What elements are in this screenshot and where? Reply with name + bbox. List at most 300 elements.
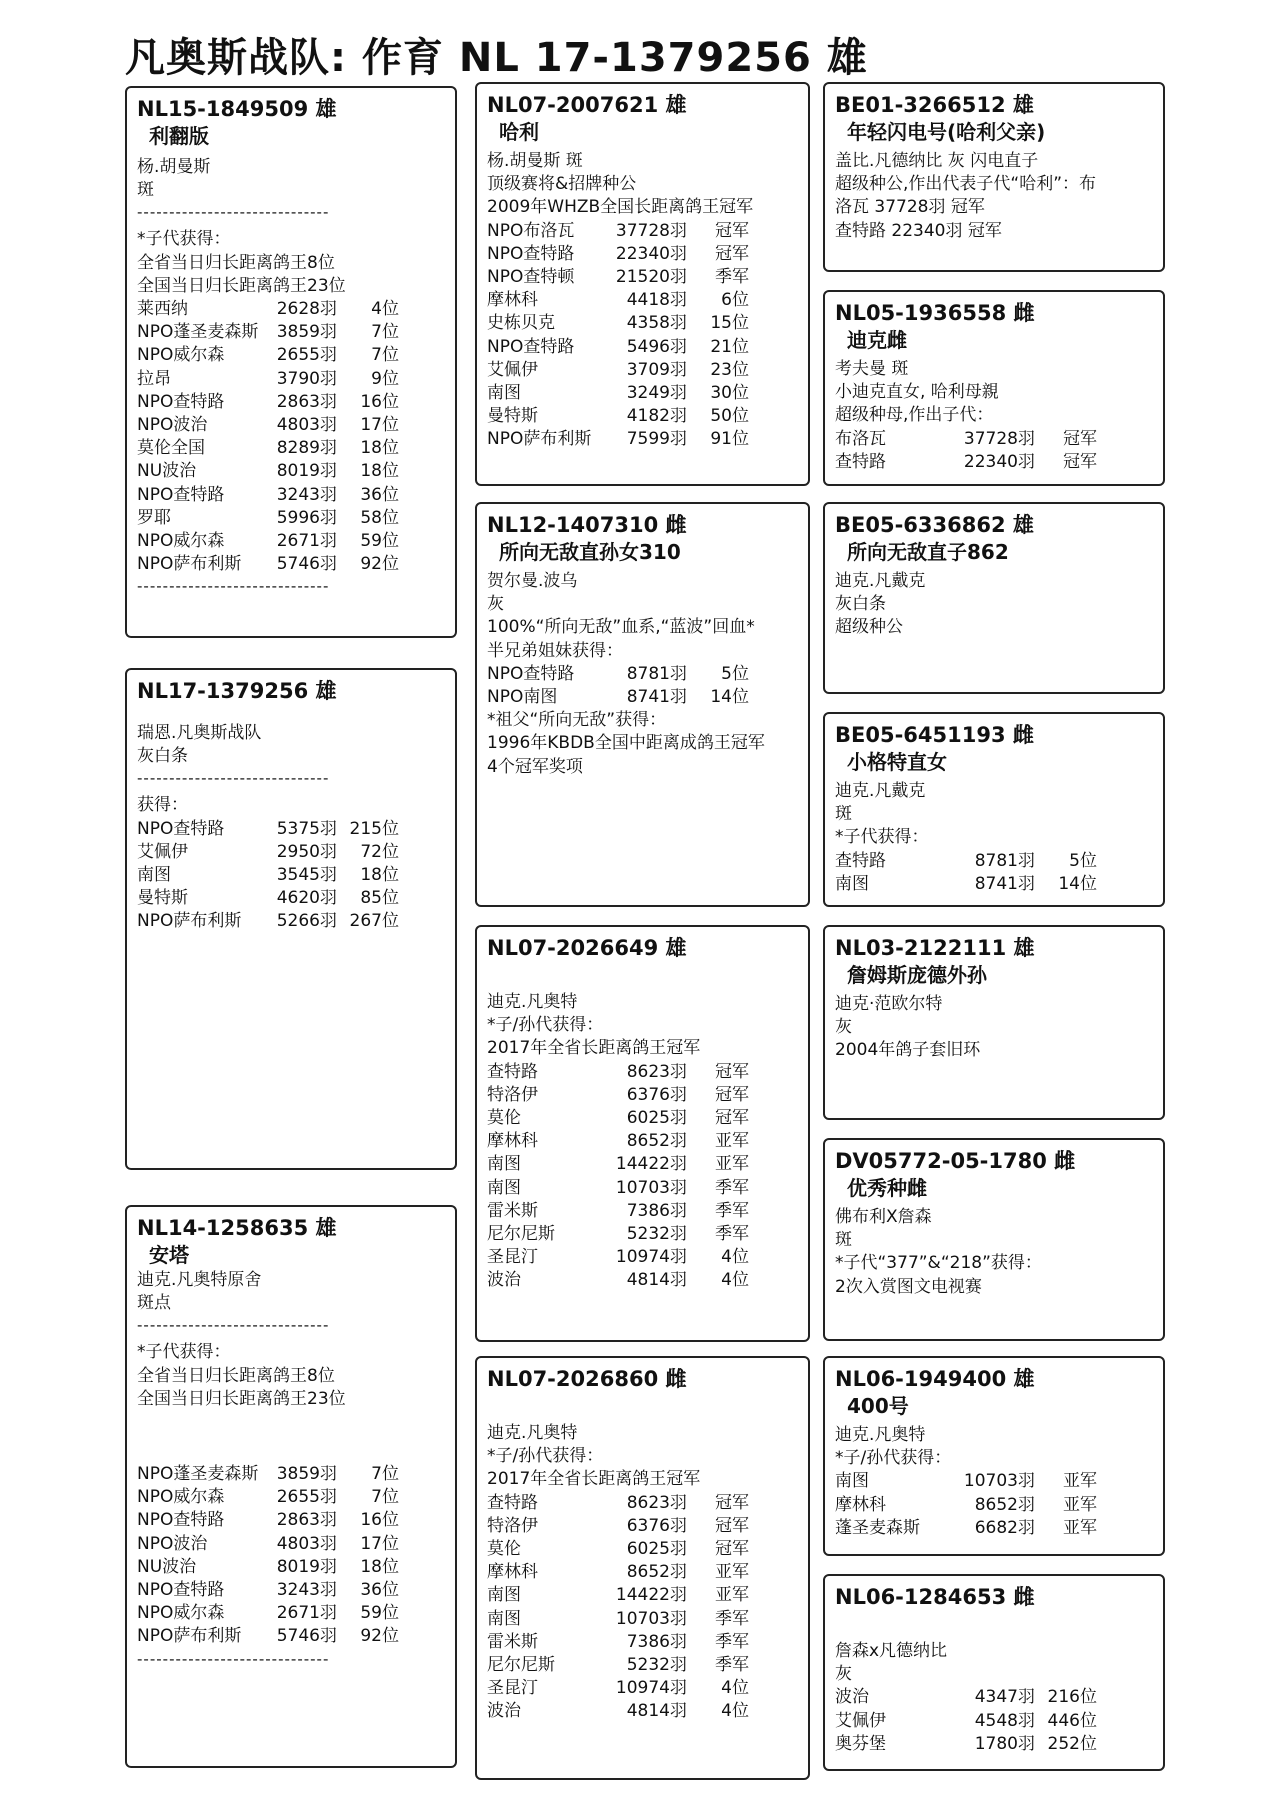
info-line: *子代获得： xyxy=(835,827,929,848)
placing: 亚军 xyxy=(1063,1517,1097,1538)
race-location: NPO南图 xyxy=(487,687,558,708)
note-line: *祖父“所向无敌”获得： xyxy=(487,710,667,731)
result-row xyxy=(487,1223,798,1246)
placing: 59位 xyxy=(360,531,399,552)
placing: 冠军 xyxy=(715,220,749,241)
placing: 16位 xyxy=(360,1510,399,1531)
race-location: 圣昆汀 xyxy=(487,1247,538,1268)
bird-count: 4814羽 xyxy=(626,1701,687,1722)
race-location: 艾佩伊 xyxy=(137,841,188,862)
result-row xyxy=(137,437,445,460)
race-location: 摩林科 xyxy=(487,290,538,311)
race-location: 布洛瓦 xyxy=(835,428,886,449)
info-line: 迪克.凡奥特 xyxy=(835,1425,926,1445)
placing: 14位 xyxy=(710,687,749,708)
result-row xyxy=(137,321,445,344)
ring-number: NL06-1284653 雌 xyxy=(835,1585,1035,1609)
race-location: NPO威尔森 xyxy=(137,1603,225,1624)
race-location: NPO查特路 xyxy=(137,818,225,839)
race-location: NPO威尔森 xyxy=(137,531,225,552)
bird-count: 4358羽 xyxy=(626,313,687,334)
bird-count: 5496羽 xyxy=(626,336,687,357)
bird-count: 14422羽 xyxy=(615,1585,687,1606)
info-line: 超级种公 xyxy=(835,617,903,638)
result-row xyxy=(487,359,798,382)
race-location: NPO蓬圣麦森斯 xyxy=(137,322,259,343)
result-row xyxy=(487,1130,798,1153)
bird-count: 6025羽 xyxy=(626,1539,687,1560)
bird-count: 6025羽 xyxy=(626,1108,687,1129)
info-line: 詹森x凡德纳比 xyxy=(835,1641,948,1661)
result-row xyxy=(835,451,1153,474)
race-location: NPO萨布利斯 xyxy=(487,429,592,450)
placing: 16位 xyxy=(360,391,399,412)
race-location: NPO查特路 xyxy=(137,1580,225,1601)
placing: 72位 xyxy=(360,841,399,862)
race-location: 查特路 xyxy=(835,451,886,472)
info-line: 灰 xyxy=(835,1664,852,1685)
race-location: 查特路 xyxy=(835,850,886,871)
result-row xyxy=(137,391,445,414)
bird-count: 2655羽 xyxy=(276,1487,337,1508)
result-row xyxy=(487,686,798,709)
info-line: 灰 xyxy=(487,594,504,615)
placing: 4位 xyxy=(371,299,399,320)
race-location: 南图 xyxy=(487,1585,521,1606)
race-location: NPO威尔森 xyxy=(137,1487,225,1508)
info-line: 2009年WHZB全国长距离鸽王冠军 xyxy=(487,197,754,218)
placing: 215位 xyxy=(349,818,399,839)
result-row xyxy=(487,1515,798,1538)
placing: 季军 xyxy=(715,1608,749,1629)
info-line: 瑞恩.凡奥斯战队 xyxy=(137,723,262,743)
bird-count: 8019羽 xyxy=(276,461,337,482)
bird-count: 8781羽 xyxy=(626,663,687,684)
ring-number: NL12-1407310 雌 xyxy=(487,513,687,537)
info-line: 斑点 xyxy=(137,1293,171,1314)
race-location: 曼特斯 xyxy=(487,406,538,427)
bird-count: 5746羽 xyxy=(276,554,337,575)
race-location: NPO波治 xyxy=(137,415,208,436)
result-row xyxy=(835,1470,1153,1493)
placing: 216位 xyxy=(1047,1687,1097,1708)
info-line: 杨.胡曼斯 斑 xyxy=(487,151,583,171)
placing: 冠军 xyxy=(715,1108,749,1129)
result-row xyxy=(487,1561,798,1584)
info-line: 斑 xyxy=(835,1230,852,1251)
result-row xyxy=(487,312,798,335)
bird-count: 2863羽 xyxy=(276,1510,337,1531)
placing: 7位 xyxy=(371,1487,399,1508)
result-row xyxy=(137,1509,445,1532)
race-location: 艾佩伊 xyxy=(835,1710,886,1731)
info-line: 2次入赏图文电视赛 xyxy=(835,1276,982,1297)
placing: 15位 xyxy=(710,313,749,334)
info-line: *子/孙代获得： xyxy=(487,1015,604,1036)
result-row xyxy=(137,1486,445,1509)
result-row xyxy=(487,289,798,312)
bird-count: 3243羽 xyxy=(276,1580,337,1601)
race-location: 波治 xyxy=(487,1701,521,1722)
ring-number: DV05772-05-1780 雌 xyxy=(835,1149,1076,1173)
ring-number: NL15-1849509 雄 xyxy=(137,97,337,121)
ring-number: BE05-6336862 雄 xyxy=(835,513,1034,537)
bird-count: 4620羽 xyxy=(276,888,337,909)
info-line: 贺尔曼.波乌 xyxy=(487,571,578,591)
result-row xyxy=(137,298,445,321)
bird-count: 4418羽 xyxy=(626,290,687,311)
result-row xyxy=(835,1733,1153,1756)
bird-count: 10703羽 xyxy=(615,1608,687,1629)
race-location: NPO查特顿 xyxy=(487,267,575,288)
info-line: 顶级赛将&招牌种公 xyxy=(487,174,637,195)
race-location: 南图 xyxy=(835,873,869,894)
bird-count: 2655羽 xyxy=(276,345,337,366)
pigeon-name: 利翻版 xyxy=(149,124,209,148)
race-location: NPO蓬圣麦森斯 xyxy=(137,1464,259,1485)
result-row xyxy=(487,220,798,243)
placing: 17位 xyxy=(360,415,399,436)
bird-count: 8019羽 xyxy=(276,1556,337,1577)
result-row xyxy=(835,1710,1153,1733)
bird-count: 22340羽 xyxy=(963,451,1035,472)
result-row xyxy=(487,1584,798,1607)
pigeon-name: 所向无敌直子862 xyxy=(847,540,1009,564)
placing: 267位 xyxy=(349,911,399,932)
placing: 亚军 xyxy=(1063,1471,1097,1492)
pedigree-box-dam-sire xyxy=(475,925,810,1342)
result-row xyxy=(137,1533,445,1556)
placing: 冠军 xyxy=(1063,428,1097,449)
placing: 4位 xyxy=(721,1678,749,1699)
info-line: 斑 xyxy=(137,180,154,201)
placing: 5位 xyxy=(1069,850,1097,871)
result-row xyxy=(137,864,445,887)
race-location: 摩林科 xyxy=(835,1494,886,1515)
info-line: *子代“377”&“218”获得： xyxy=(835,1253,1042,1274)
spacer xyxy=(487,1392,798,1422)
separator-line: ------------------------------ xyxy=(137,577,330,596)
placing: 冠军 xyxy=(1063,451,1097,472)
result-row xyxy=(487,1107,798,1130)
result-row xyxy=(137,818,445,841)
info-line: 灰白条 xyxy=(835,594,886,615)
race-location: NPO查特路 xyxy=(137,391,225,412)
result-row xyxy=(487,1631,798,1654)
race-location: 南图 xyxy=(487,1177,521,1198)
result-row xyxy=(487,428,798,451)
bird-count: 21520羽 xyxy=(615,267,687,288)
info-line: 考夫曼 斑 xyxy=(835,359,909,379)
bird-count: 4548羽 xyxy=(974,1710,1035,1731)
pigeon-name: 哈利 xyxy=(499,120,539,144)
result-row xyxy=(487,1246,798,1269)
bird-count: 5375羽 xyxy=(276,818,337,839)
info-line: 2004年鸽子套旧环 xyxy=(835,1040,981,1061)
result-row xyxy=(487,405,798,428)
info-line: 迪克.凡戴克 xyxy=(835,571,926,591)
bird-count: 3243羽 xyxy=(276,484,337,505)
info-line: 洛瓦 37728羽 冠军 xyxy=(835,197,985,218)
placing: 7位 xyxy=(371,1464,399,1485)
info-line: *子/孙代获得： xyxy=(835,1448,952,1469)
bird-count: 3859羽 xyxy=(276,1464,337,1485)
placing: 9位 xyxy=(371,368,399,389)
pigeon-name: 小格特直女 xyxy=(847,750,947,774)
bird-count: 1780羽 xyxy=(974,1733,1035,1754)
result-row xyxy=(835,428,1153,451)
result-row xyxy=(137,1556,445,1579)
placing: 亚军 xyxy=(1063,1494,1097,1515)
result-row xyxy=(487,1153,798,1176)
bird-count: 4814羽 xyxy=(626,1270,687,1291)
info-line: 迪克·范欧尔特 xyxy=(835,994,943,1014)
pedigree-box-sdd xyxy=(823,712,1165,907)
race-location: 南图 xyxy=(137,865,171,886)
info-line: 100%“所向无敌”血系,“蓝波”回血* xyxy=(487,617,755,638)
placing: 季军 xyxy=(715,1224,749,1245)
placing: 36位 xyxy=(360,1580,399,1601)
bird-count: 8741羽 xyxy=(974,873,1035,894)
result-row xyxy=(137,841,445,864)
achievement-line: *子代获得： xyxy=(137,229,231,250)
info-line: 小迪克直女, 哈利母親 xyxy=(835,382,999,403)
result-row xyxy=(835,873,1153,896)
achievement-line: 全国当日归长距离鸽王23位 xyxy=(137,275,346,296)
race-location: 摩林科 xyxy=(487,1562,538,1583)
bird-count: 5266羽 xyxy=(276,911,337,932)
race-location: 南图 xyxy=(487,1154,521,1175)
race-location: NPO查特路 xyxy=(137,484,225,505)
result-row xyxy=(487,1061,798,1084)
race-location: 尼尔尼斯 xyxy=(487,1224,555,1245)
placing: 91位 xyxy=(710,429,749,450)
info-line: 迪克.凡戴克 xyxy=(835,781,926,801)
pedigree-box-dss xyxy=(823,925,1165,1120)
bird-count: 5232羽 xyxy=(626,1224,687,1245)
pedigree-box-dam-dam xyxy=(475,1356,810,1780)
result-row xyxy=(487,1677,798,1700)
result-row xyxy=(487,1084,798,1107)
placing: 季军 xyxy=(715,1200,749,1221)
placing: 亚军 xyxy=(715,1131,749,1152)
placing: 季军 xyxy=(715,1631,749,1652)
result-row xyxy=(487,243,798,266)
pedigree-box-sire-sire xyxy=(475,82,810,486)
result-row xyxy=(487,336,798,359)
spacer xyxy=(137,1411,445,1463)
placing: 4位 xyxy=(721,1270,749,1291)
race-location: 蓬圣麦森斯 xyxy=(835,1517,920,1538)
race-location: 查特路 xyxy=(487,1492,538,1513)
placing: 50位 xyxy=(710,406,749,427)
bird-count: 7599羽 xyxy=(626,429,687,450)
result-row xyxy=(137,530,445,553)
race-location: 莫伦 xyxy=(487,1539,521,1560)
result-row xyxy=(487,1538,798,1561)
result-row xyxy=(137,414,445,437)
result-row xyxy=(487,1492,798,1515)
race-location: 查特路 xyxy=(487,1061,538,1082)
result-row xyxy=(137,460,445,483)
info-line: 迪克.凡奥特 xyxy=(487,992,578,1012)
achievement-line: 获得： xyxy=(137,795,188,816)
race-location: 曼特斯 xyxy=(137,888,188,909)
ring-number: NL14-1258635 雄 xyxy=(137,1216,337,1240)
placing: 92位 xyxy=(360,554,399,575)
bird-count: 8652羽 xyxy=(626,1131,687,1152)
info-line: 超级种母,作出子代： xyxy=(835,405,994,426)
info-line: 盖比.凡德纳比 灰 闪电直子 xyxy=(835,151,1039,171)
bird-count: 6376羽 xyxy=(626,1515,687,1536)
bird-count: 8623羽 xyxy=(626,1492,687,1513)
bird-count: 10703羽 xyxy=(963,1471,1035,1492)
bird-count: 8652羽 xyxy=(974,1494,1035,1515)
info-line: 迪克.凡奥特 xyxy=(487,1423,578,1443)
result-row xyxy=(487,1177,798,1200)
ring-number: NL05-1936558 雌 xyxy=(835,301,1035,325)
pedigree-box-subject xyxy=(125,668,457,1170)
bird-count: 8781羽 xyxy=(974,850,1035,871)
placing: 季军 xyxy=(715,267,749,288)
result-row xyxy=(137,1625,445,1648)
result-row xyxy=(487,1700,798,1723)
bird-count: 2671羽 xyxy=(276,531,337,552)
bird-count: 3249羽 xyxy=(626,383,687,404)
placing: 冠军 xyxy=(715,1084,749,1105)
bird-count: 37728羽 xyxy=(615,220,687,241)
result-row xyxy=(137,910,445,933)
placing: 85位 xyxy=(360,888,399,909)
placing: 5位 xyxy=(721,663,749,684)
ring-number: BE01-3266512 雄 xyxy=(835,93,1034,117)
ring-number: NL07-2026860 雌 xyxy=(487,1367,687,1391)
ring-number: NL17-1379256 雄 xyxy=(137,679,337,703)
info-line: *子/孙代获得： xyxy=(487,1446,604,1467)
result-row xyxy=(137,507,445,530)
race-location: NPO威尔森 xyxy=(137,345,225,366)
placing: 18位 xyxy=(360,865,399,886)
placing: 18位 xyxy=(360,438,399,459)
info-line: 斑 xyxy=(835,804,852,825)
separator-line: ------------------------------ xyxy=(137,769,330,788)
bird-count: 6376羽 xyxy=(626,1084,687,1105)
ring-number: BE05-6451193 雌 xyxy=(835,723,1034,747)
ring-number: NL07-2026649 雄 xyxy=(487,936,687,960)
bird-count: 2950羽 xyxy=(276,841,337,862)
race-location: 南图 xyxy=(487,1608,521,1629)
pedigree-box-dam xyxy=(125,1205,457,1768)
info-line: 杨.胡曼斯 xyxy=(137,157,211,177)
placing: 冠军 xyxy=(715,1515,749,1536)
race-location: 圣昆汀 xyxy=(487,1678,538,1699)
race-location: NU波治 xyxy=(137,1556,197,1577)
race-location: NPO查特路 xyxy=(137,1510,225,1531)
pedigree-box-ssd xyxy=(823,290,1165,486)
race-location: 奥芬堡 xyxy=(835,1733,886,1754)
bird-count: 3790羽 xyxy=(276,368,337,389)
bird-count: 10703羽 xyxy=(615,1177,687,1198)
bird-count: 10974羽 xyxy=(615,1678,687,1699)
spacer xyxy=(835,1610,1153,1640)
placing: 亚军 xyxy=(715,1154,749,1175)
placing: 252位 xyxy=(1047,1733,1097,1754)
info-line: 2017年全省长距离鸽王冠军 xyxy=(487,1038,701,1059)
info-line: 2017年全省长距离鸽王冠军 xyxy=(487,1469,701,1490)
bird-count: 4803羽 xyxy=(276,1533,337,1554)
bird-count: 6682羽 xyxy=(974,1517,1035,1538)
placing: 30位 xyxy=(710,383,749,404)
race-location: NPO萨布利斯 xyxy=(137,554,242,575)
bird-count: 8623羽 xyxy=(626,1061,687,1082)
bird-count: 4803羽 xyxy=(276,415,337,436)
info-line: 佛布利X詹森 xyxy=(835,1207,932,1227)
placing: 23位 xyxy=(710,359,749,380)
race-location: NPO萨布利斯 xyxy=(137,1626,242,1647)
placing: 季军 xyxy=(715,1655,749,1676)
bird-count: 7386羽 xyxy=(626,1200,687,1221)
placing: 17位 xyxy=(360,1533,399,1554)
placing: 59位 xyxy=(360,1603,399,1624)
race-location: 莫伦 xyxy=(487,1108,521,1129)
result-row xyxy=(137,553,445,576)
race-location: 波治 xyxy=(487,1270,521,1291)
placing: 7位 xyxy=(371,345,399,366)
result-row xyxy=(137,1579,445,1602)
bird-count: 8741羽 xyxy=(626,687,687,708)
race-location: NPO布洛瓦 xyxy=(487,220,575,241)
placing: 92位 xyxy=(360,1626,399,1647)
race-location: 特洛伊 xyxy=(487,1515,538,1536)
separator-line: ------------------------------ xyxy=(137,1649,330,1668)
info-line: 超级种公,作出代表子代“哈利”：布 xyxy=(835,174,1097,195)
pigeon-name: 迪克雌 xyxy=(847,328,907,352)
info-line: 查特路 22340羽 冠军 xyxy=(835,220,1002,241)
pedigree-box-dsd xyxy=(823,1138,1165,1341)
placing: 6位 xyxy=(721,290,749,311)
pigeon-name: 优秀种雌 xyxy=(847,1176,927,1200)
result-row xyxy=(835,850,1153,873)
race-location: 特洛伊 xyxy=(487,1084,538,1105)
placing: 冠军 xyxy=(715,1539,749,1560)
placing: 冠军 xyxy=(715,1061,749,1082)
spacer xyxy=(487,961,798,991)
bird-count: 4182羽 xyxy=(626,406,687,427)
result-row xyxy=(137,887,445,910)
info-line: 灰 xyxy=(835,1017,852,1038)
result-row xyxy=(137,368,445,391)
pedigree-box-sire-dam xyxy=(475,502,810,907)
bird-count: 3545羽 xyxy=(276,865,337,886)
placing: 亚军 xyxy=(715,1585,749,1606)
result-row xyxy=(487,1608,798,1631)
race-location: 南图 xyxy=(487,383,521,404)
pigeon-name: 詹姆斯庞德外孙 xyxy=(847,963,987,987)
placing: 446位 xyxy=(1047,1710,1097,1731)
race-location: 波治 xyxy=(835,1687,869,1708)
achievement-line: *子代获得： xyxy=(137,1342,231,1363)
race-location: 摩林科 xyxy=(487,1131,538,1152)
achievement-line: 全省当日归长距离鸽王8位 xyxy=(137,1365,335,1386)
race-location: 雷米斯 xyxy=(487,1631,538,1652)
placing: 58位 xyxy=(360,507,399,528)
ring-number: NL03-2122111 雄 xyxy=(835,936,1035,960)
bird-count: 5996羽 xyxy=(276,507,337,528)
race-location: 莫伦全国 xyxy=(137,438,205,459)
race-location: 南图 xyxy=(835,1471,869,1492)
result-row xyxy=(137,1463,445,1486)
bird-count: 3859羽 xyxy=(276,322,337,343)
